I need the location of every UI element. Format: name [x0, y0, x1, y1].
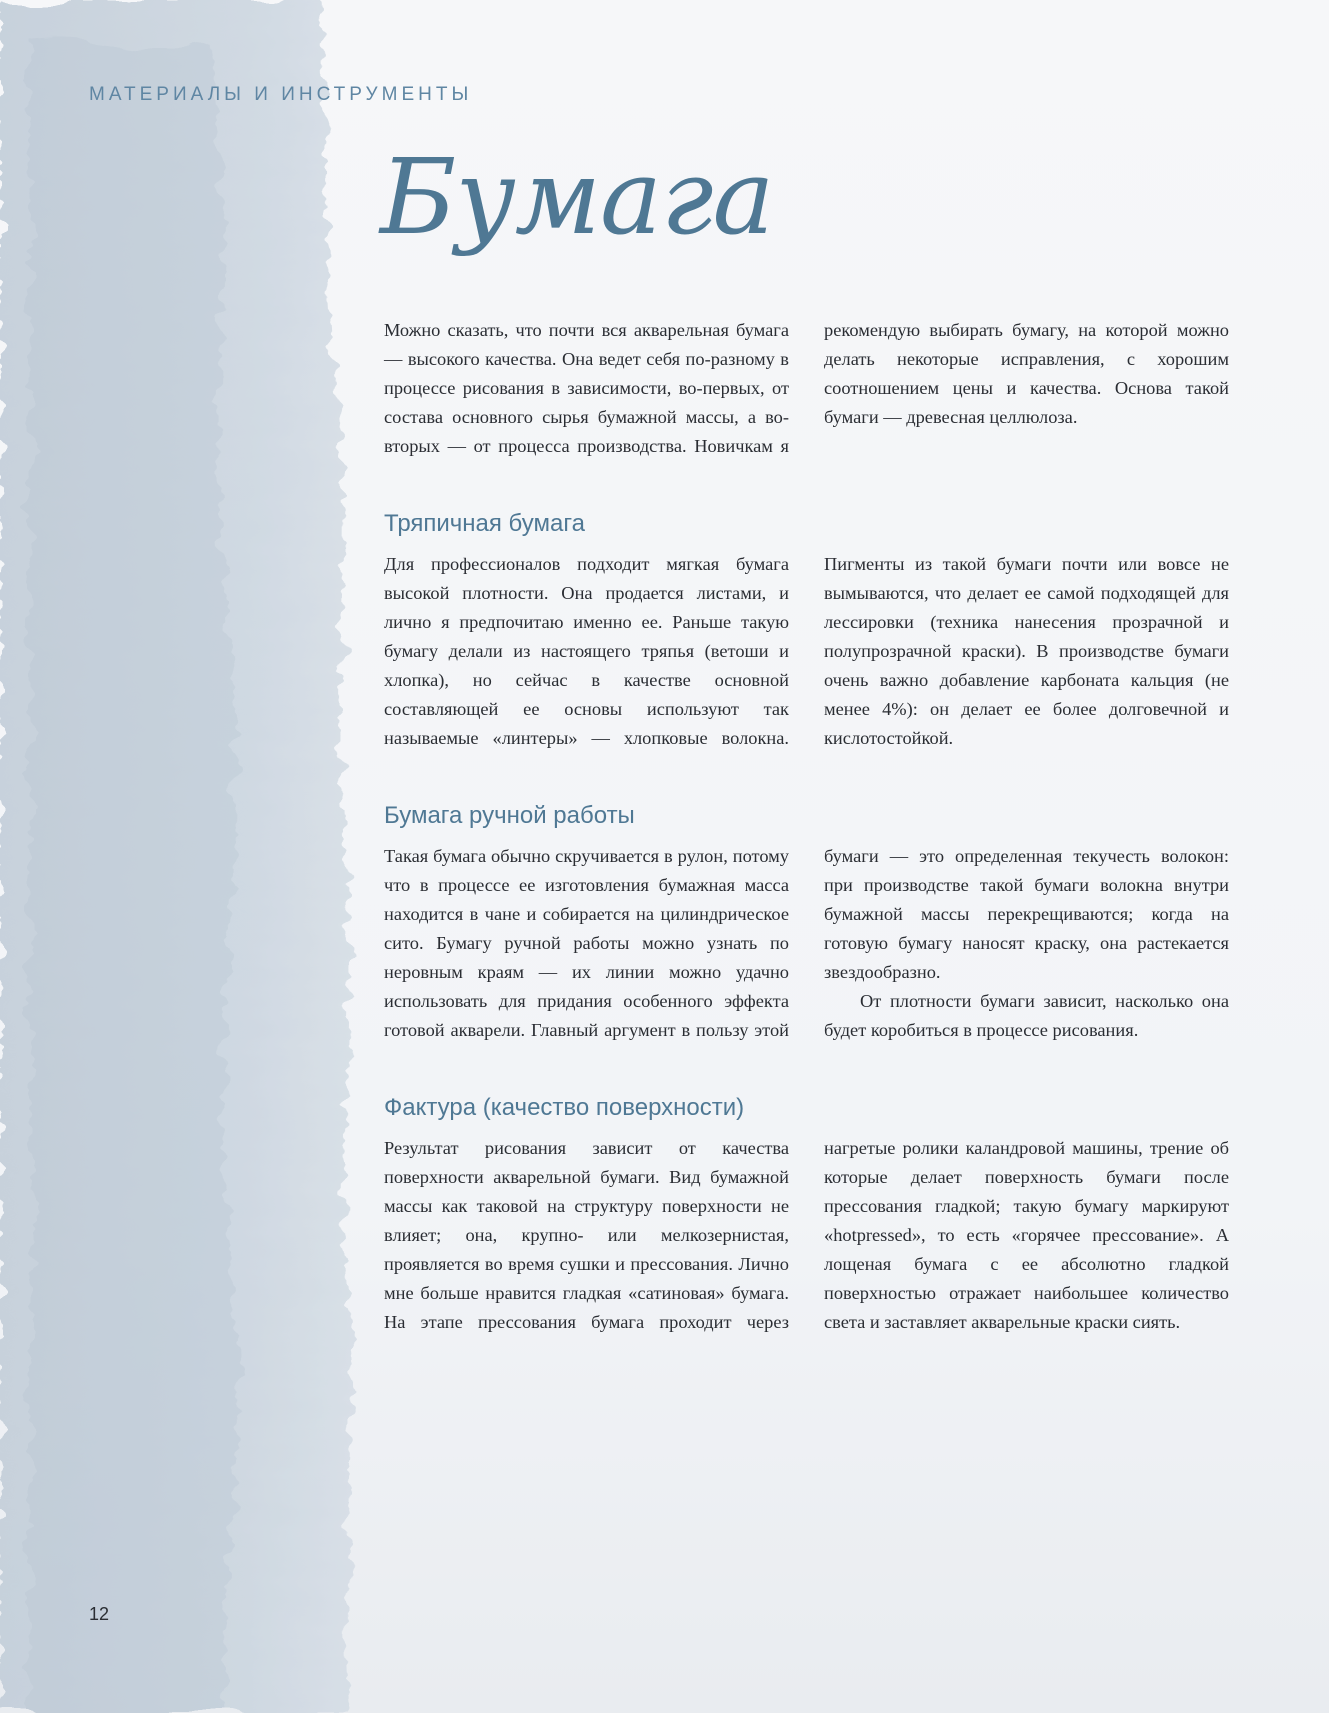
section-text	[384, 842, 1229, 1045]
watercolor-wash-decoration	[0, 0, 380, 1713]
page-number: 12	[89, 1604, 110, 1624]
section-handmade-paper	[384, 802, 1229, 1045]
intro-block	[384, 316, 1229, 461]
paragraph: Такая бумага обычно скручивается в рулон, потому что в процессе ее изготовления бумажная масса находится в чане и собирается на цилиндрическое сито. Бумагу ручной работы можно узнать по неровным краям — их линии можно удачно использовать для придания особенного эффекта готовой акварели. Главный аргумент в пользу этой бумаги — это определенная текучесть волокон: при производстве такой бумаги волокна внутри бумажной массы перекрещиваются; когда на готовую бумагу наносят краску, она растекается звездообразно.	[384, 846, 1229, 1040]
intro-text	[384, 316, 1229, 461]
intro-paragraph: Можно сказать, что почти вся акварельная бумага — высокого качества. Она ведет себя по-разному в процессе рисования в зависимости, во-первых, от состава основного сырья бумажной массы, а во-вторых — от процесса производства. Новичкам я рекомендую выбирать бумагу, на которой можно делать некоторые исправления, с хорошим соотношением цены и качества. Основа такой бумаги — древесная целлюлоза.	[384, 320, 1229, 456]
section-label: МАТЕРИАЛЫ И ИНСТРУМЕНТЫ	[89, 84, 473, 105]
section-heading: Тряпичная бумага	[384, 510, 585, 537]
paragraph: Для профессионалов подходит мягкая бумага высокой плотности. Она продается листами, и лично я предпочитаю именно ее. Раньше такую бумагу делали из настоящего тряпья (ветоши и хлопка), но сейчас в качестве основной составляющей ее основы используют так называемые «линтеры» — хлопковые волокна. Пигменты из такой бумаги почти или вовсе не вымываются, что делает ее самой подходящей для лессировки (техника нанесения прозрачной и полупрозрачной краски). В производстве бумаги очень важно добавление карбоната кальция (не менее 4%): он делает ее более долговечной и кислотостойкой.	[384, 554, 1229, 748]
paragraph: Результат рисования зависит от качества поверхности акварельной бумаги. Вид бумажной массы как таковой на структуру поверхности не влияет; она, крупно- или мелкозернистая, проявляется во время сушки и прессования. Лично мне больше нравится гладкая «сатиновая» бумага. На этапе прессования бумага проходит через нагретые ролики каландровой машины, трение об которые делает поверхность бумаги после прессования гладкой; такую бумагу маркируют «hotpressed», то есть «горячее прессование». А лощеная бумага с ее абсолютно гладкой поверхностью отражает наибольшее количество света и заставляет акварельные краски сиять.	[384, 1138, 1229, 1332]
section-heading: Бумага ручной работы	[384, 802, 635, 829]
article-body	[384, 316, 1229, 1386]
section-heading: Фактура (качество поверхности)	[384, 1094, 745, 1121]
paragraph: От плотности бумаги зависит, насколько она будет коробиться в процессе рисования.	[824, 991, 1229, 1040]
section-rag-paper	[384, 510, 1229, 753]
section-text	[384, 550, 1229, 753]
section-texture	[384, 1094, 1229, 1337]
page-title: Бумага	[380, 136, 774, 258]
section-text	[384, 1134, 1229, 1337]
